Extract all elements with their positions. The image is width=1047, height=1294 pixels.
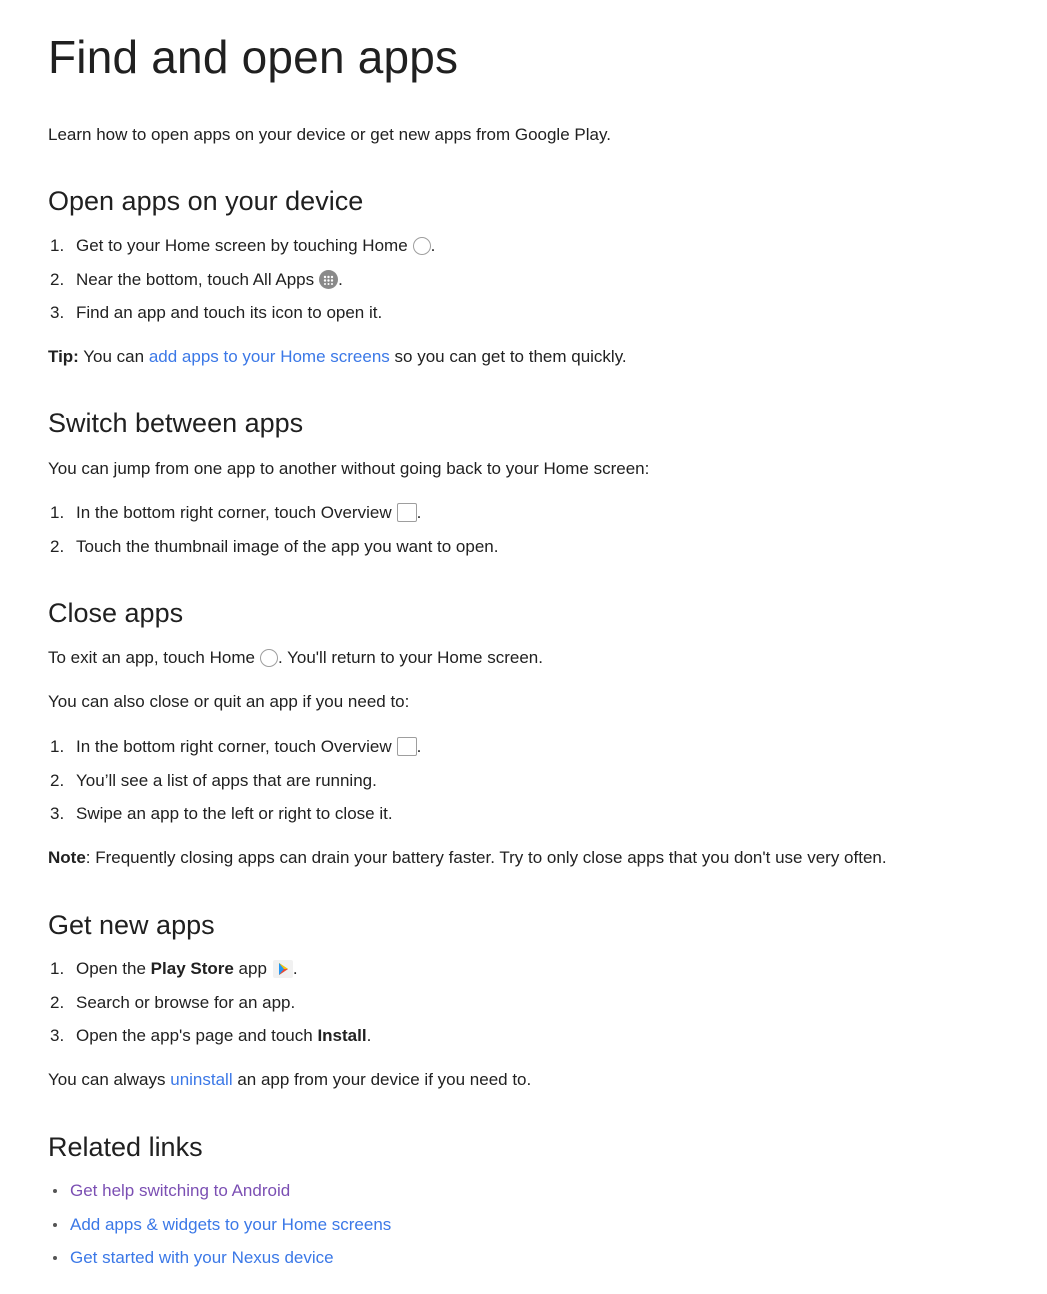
tip-text-after: so you can get to them quickly. [389, 347, 627, 366]
heading-switch-apps: Switch between apps [48, 408, 304, 438]
overview-square-icon [397, 737, 417, 756]
switch-intro: You can jump from one app to another without going back to your Home screen: [48, 459, 650, 478]
home-circle-icon [260, 649, 278, 667]
intro-text: Learn how to open apps on your device or get new apps from Google Play. [48, 125, 611, 144]
all-apps-icon [319, 270, 338, 289]
list-item [48, 992, 1027, 1026]
related-link-add-widgets[interactable]: Add apps & widgets to your Home screens [70, 1214, 392, 1234]
note-paragraph [48, 847, 1027, 869]
list-item [48, 1180, 1027, 1214]
bullet-icon [53, 1189, 57, 1193]
list-item [48, 1025, 1027, 1059]
step-text: Find an app and touch its icon to open it. [76, 303, 383, 322]
step-text: Near the bottom, touch All Apps [76, 269, 315, 289]
step-suffix: . [292, 959, 298, 978]
step-text: Touch the thumbnail image of the app you want to open. [76, 536, 499, 556]
add-apps-home-link[interactable]: add apps to your Home screens [148, 347, 390, 366]
step-number: 1. [50, 959, 65, 978]
page-title: Find and open apps [48, 31, 459, 83]
step-text-before: Open the app's page and touch [76, 1026, 318, 1045]
step-text: Search or browse for an app. [76, 992, 296, 1012]
install-label: Install [317, 1026, 367, 1045]
list-item [48, 235, 1027, 269]
related-link-switch-android[interactable]: Get help switching to Android [70, 1181, 291, 1200]
exit-paragraph [48, 647, 1027, 669]
step-number: 1. [50, 503, 65, 522]
step-suffix: . [416, 503, 422, 522]
new-apps-steps [48, 958, 1027, 1059]
heading-related-links: Related links [48, 1132, 203, 1162]
list-item [48, 1214, 1027, 1248]
tip-label: Tip: [48, 347, 79, 366]
step-number: 3. [50, 1026, 65, 1045]
step-text: You’ll see a list of apps that are running. [76, 770, 377, 790]
heading-get-new-apps: Get new apps [48, 910, 215, 940]
step-text: Get to your Home screen by touching Home [76, 236, 408, 255]
step-number: 2. [50, 992, 65, 1012]
play-store-label: Play Store [150, 959, 234, 978]
list-item [48, 502, 1027, 536]
related-link-nexus[interactable]: Get started with your Nexus device [70, 1248, 334, 1267]
step-suffix: . [366, 1026, 372, 1045]
step-text: Swipe an app to the left or right to close it. [76, 804, 393, 823]
list-item [48, 770, 1027, 804]
switch-steps [48, 502, 1027, 569]
step-suffix: . [430, 236, 436, 255]
list-item [48, 302, 1027, 336]
note-text: : Frequently closing apps can drain your battery faster. Try to only close apps that you don't use very often. [85, 848, 887, 867]
step-number: 2. [50, 536, 65, 556]
step-suffix: . [416, 737, 422, 756]
bullet-icon [53, 1256, 57, 1260]
heading-close-apps: Close apps [48, 598, 184, 628]
step-text-before: Open the [76, 959, 151, 978]
related-links-list [48, 1180, 1027, 1281]
step-text: In the bottom right corner, touch Overview [76, 503, 392, 522]
close-also-text: You can also close or quit an app if you need to: [48, 692, 410, 711]
step-number: 3. [50, 303, 65, 322]
step-number: 2. [50, 269, 65, 289]
exit-text-before: To exit an app, touch Home [48, 648, 255, 667]
uninstall-text-after: an app from your device if you need to. [232, 1070, 532, 1089]
step-text: In the bottom right corner, touch Overview [76, 737, 392, 756]
note-label: Note [48, 848, 86, 867]
step-suffix: . [338, 269, 343, 289]
step-number: 1. [50, 236, 65, 255]
list-item [48, 803, 1027, 837]
uninstall-text-before: You can always [48, 1070, 171, 1089]
exit-text-after: . You'll return to your Home screen. [277, 648, 543, 667]
list-item [48, 958, 1027, 992]
uninstall-paragraph [48, 1069, 1027, 1091]
list-item [48, 1247, 1027, 1281]
step-number: 2. [50, 770, 65, 790]
list-item [48, 736, 1027, 770]
tip-paragraph [48, 346, 1027, 368]
list-item [48, 269, 1027, 303]
step-number: 3. [50, 804, 65, 823]
close-steps [48, 736, 1027, 837]
bullet-icon [53, 1223, 57, 1227]
step-number: 1. [50, 737, 65, 756]
play-store-icon [273, 960, 293, 984]
list-item [48, 536, 1027, 570]
overview-square-icon [397, 503, 417, 522]
open-apps-steps [48, 235, 1027, 336]
tip-text-before: You can [78, 347, 149, 366]
uninstall-link[interactable]: uninstall [170, 1070, 233, 1089]
step-text-after: app [233, 959, 267, 978]
home-circle-icon [413, 237, 431, 255]
heading-open-apps: Open apps on your device [48, 186, 364, 216]
